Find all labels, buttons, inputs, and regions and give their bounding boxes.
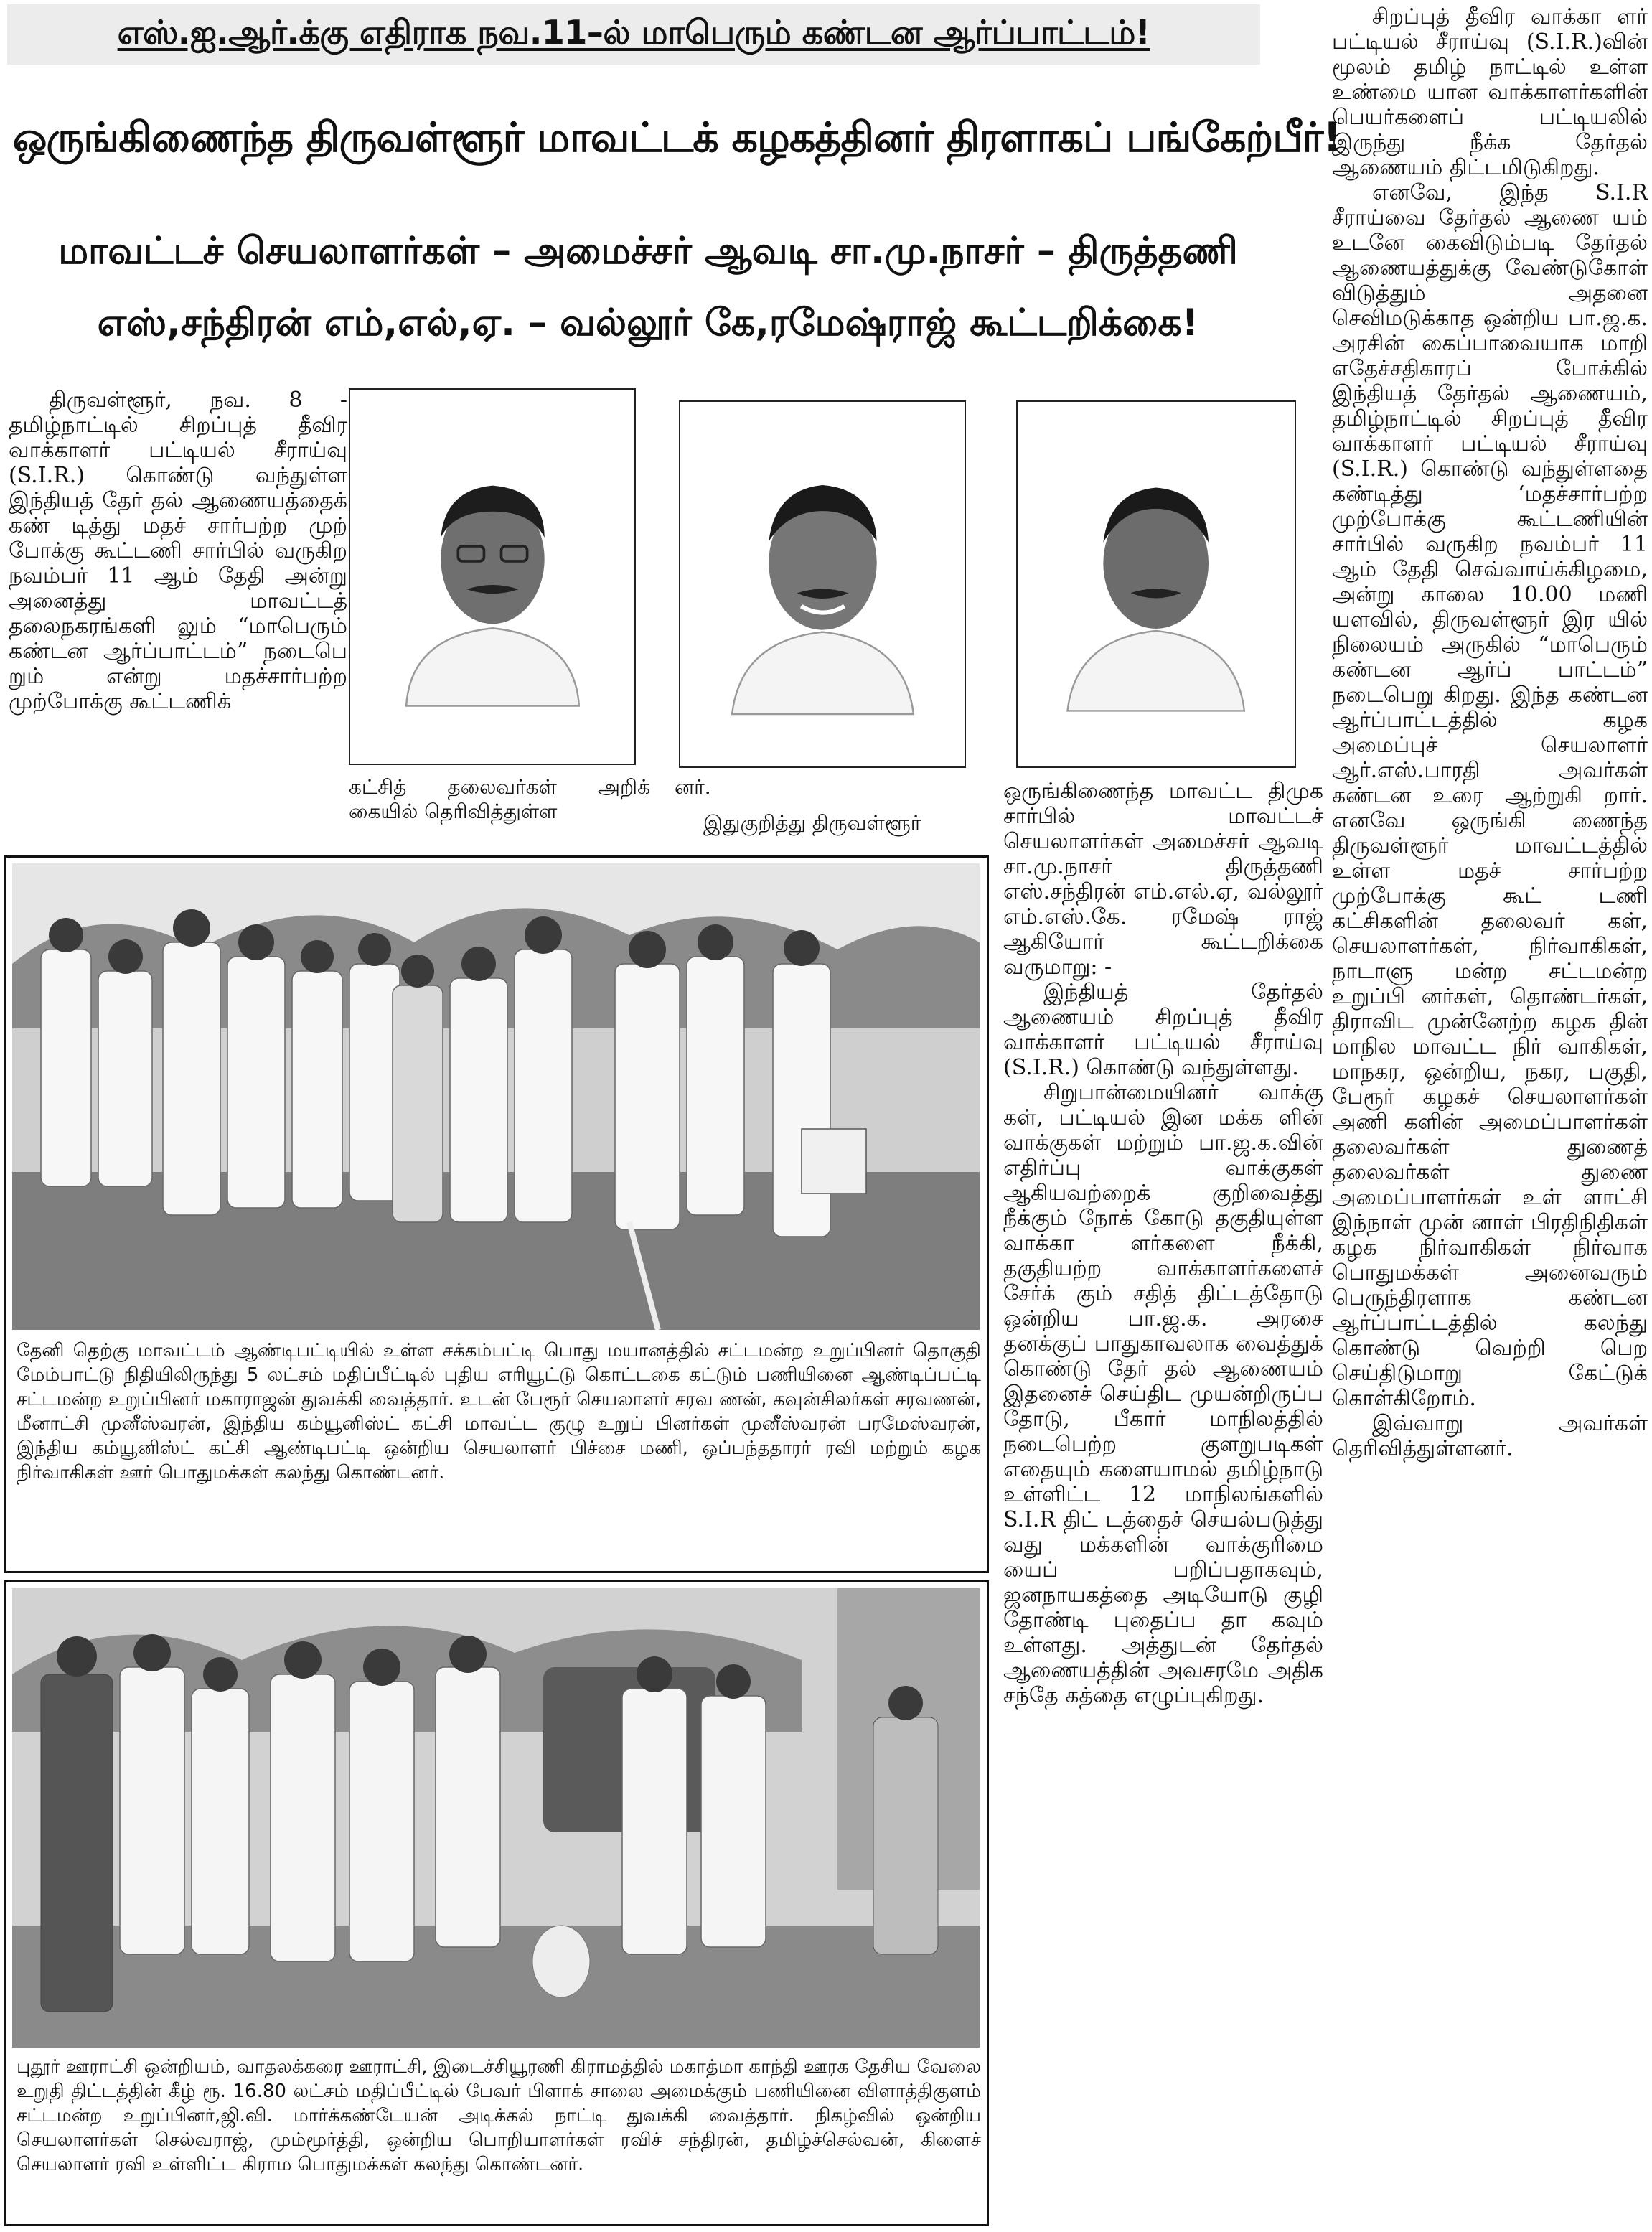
left-paragraph: திருவள்ளூர், நவ. 8 - தமிழ்நாட்டில் சிறப்புத் தீவிர வாக்காளர் பட்டியல் சீராய்வு (S.I.R.) கொண்டு வந்துள்ள இந்தியத் தேர் தல் ஆணையத்தைக் கண் டித்து மதச் சார்பற்ற முற் போக்கு கூட்டணி சார்பில் வருகிற நவம்பர் 11 ஆம் தேதி அன்று அனைத்து மாவட்டத் தலைநகரங்களி லும் “மாபெரும் கண்டன ஆர்ப்பாட்டம்” நடைபெ றும் என்று மதச்சார்பற்ற முற்போக்கு கூட்டணிக்	[9, 388, 347, 714]
group-photo-icon	[12, 1588, 980, 2048]
portrait-photo-3	[1016, 400, 1296, 768]
group-photo-icon	[12, 863, 980, 1330]
portrait-caption-1: கட்சித் தலைவர்கள் அறிக் கையில் தெரிவித்துள்ள	[349, 775, 650, 823]
middle-paragraph: ஒருங்கிணைந்த மாவட்ட திமுக சார்பில் மாவட்டச் செயலாளர்கள் அமைச்சர் ஆவடி சா.மு.நாசர் திருத்தணி எஸ்.சந்திரன் எம்.எல்.ஏ, வல்லூர் எம்.எஸ்.கே. ரமேஷ் ராஜ் ஆகியோர் கூட்டறிக்கை வருமாறு: -	[1003, 779, 1323, 980]
portrait-caption-3: இதுகுறித்து திருவள்ளூர்	[703, 811, 921, 835]
photo-box-2-caption: புதூர் ஊராட்சி ஒன்றியம், வாதலக்கரை ஊராட்சி, இடைச்சியூரணி கிராமத்தில் மகாத்மா காந்தி ஊரக தேசிய வேலை உறுதி திட்டத்தின் கீழ் ரூ. 16.80 லட்சம் மதிப்பீட்டில் பேவர் பிளாக் சாலை அமைக்கும் பணியினை விளாத்திகுளம் சட்டமன்ற உறுப்பினர்,ஜி.வி. மார்க்கண்டேயன் அடிக்கல் நாட்டி துவக்கி வைத்தார். நிகழ்வில் ஒன்றிய செயலாளர்கள் செல்வராஜ், மும்மூர்த்தி, ஒன்றிய பொறியாளர்கள் ரவிச் சந்திரன், தமிழ்ச்செல்வன், கிளைச் செயலாளர் ரவி உள்ளிட்ட கிராம பொதுமக்கள் கலந்து கொண்டனர்.	[17, 2056, 981, 2175]
portrait-photo-1	[349, 388, 636, 765]
portrait-figure-icon	[385, 416, 601, 737]
portrait-figure-icon	[1051, 428, 1261, 741]
right-paragraph: எனவே, இந்த S.I.R சீராய்வை தேர்தல் ஆணை யம் உடனே கைவிடும்படி தேர்தல் ஆணையத்துக்கு வேண்டுகோள் விடுத்தும் அதனை செவிமடுக்காத ஒன்றிய பா.ஜ.க. அரசின் கைப்பாவையாக மாறி எதேச்சதிகாரப் போக்கில் இந்தியத் தேர்தல் ஆணையம், தமிழ்நாட்டில் சிறப்புத் தீவிர வாக்காளர் பட்டியல் சீராய்வு (S.I.R.) கொண்டு வந்துள்ளதை கண்டித்து ‘மதச்சார்பற்ற முற்போக்கு கூட்டணியின் சார்பில் வருகிற நவம்பர் 11 ஆம் தேதி செவ்வாய்க்கிழமை, அன்று காலை 10.00 மணி யளவில், திருவள்ளூர் இர யில் நிலையம் அருகில் “மாபெரும் கண்டன ஆர்ப் பாட்டம்” நடைபெறு கிறது. இந்த கண்டன ஆர்ப்பாட்டத்தில் கழக அமைப்புச் செயலாளர் ஆர்.எஸ்.பாரதி அவர்கள் கண்டன உரை ஆற்றுகி றார். எனவே ஒருங்கி ணைந்த திருவள்ளூர் மாவட்டத்தில் உள்ள மதச் சார்பற்ற முற்போக்கு கூட் டணி கட்சிகளின் தலைவர் கள், செயலாளர்கள், நிர்வாகிகள், நாடாளு மன்ற சட்டமன்ற உறுப்பி னர்கள், தொண்டர்கள், திராவிட முன்னேற்ற கழக தின் மாநில மாவட்ட நிர் வாகிகள், மாநகர, ஒன்றிய, நகர, பகுதி, பேரூர் கழகச் செயலாளர்கள் அணி களின் அமைப்பாளர்கள் தலைவர்கள் துணைத் தலைவர்கள் துணை அமைப்பாளர்கள் உள் ளாட்சி இந்நாள் முன் னாள் பிரதிநிதிகள் கழக நிர்வாகிகள் நிர்வாக பொதுமக்கள் அனைவரும் பெருந்திரளாக கண்டன ஆர்ப்பாட்டத்தில் கலந்து கொண்டு வெற்றி பெற செய்திடுமாறு கேட்டுக் கொள்கிறோம்.	[1332, 180, 1648, 1411]
portrait-figure-icon	[715, 428, 931, 741]
kicker-banner: எஸ்.ஐ.ஆர்.க்கு எதிராக நவ.11–ல் மாபெரும் கண்டன ஆர்ப்பாட்டம்!	[7, 4, 1260, 65]
photo-box-1-caption: தேனி தெற்கு மாவட்டம் ஆண்டிபட்டியில் உள்ள சக்கம்பட்டி பொது மயானத்தில் சட்டமன்ற உறுப்பினர் தொகுதி மேம்பாட்டு நிதியிலிருந்து 5 லட்சம் மதிப்பீட்டில் புதிய எரியூட்டு கொட்டகை கட்டும் பணியினை ஆண்டிப்பட்டி சட்டமன்ற உறுப்பினர் மகாராஜன் துவக்கி வைத்தார். உடன் பேரூர் செயலாளர் சரவ ணன், கவுன்சிலர்கள் சரவணன், மீனாட்சி முனீஸ்வரன், இந்திய கம்யூனிஸ்ட் கட்சி மாவட்ட குழு உறுப் பினர்கள் முனீஸ்வரன் பரமேஸ்வரன், இந்திய கம்யூனிஸ்ட் கட்சி ஆண்டிபட்டி ஒன்றிய செயலாளர் பிச்சை மணி, ஒப்பந்ததாரர் ரவி மற்றும் கழக நிர்வாகிகள் ஊர் பொதுமக்கள் கலந்து கொண்டனர்.	[17, 1340, 981, 1483]
photo-box-1	[4, 855, 989, 1573]
middle-paragraph: சிறுபான்மையினர் வாக்கு கள், பட்டியல் இன மக்க ளின் வாக்குகள் மற்றும் பா.ஜ.க.வின் எதிர்ப்பு வாக்குகள் ஆகியவற்றைக் குறிவைத்து நீக்கும் நோக் கோடு தகுதியுள்ள வாக்கா ளர்களை நீக்கி, தகுதியற்ற வாக்காளர்களைச் சேர்க் கும் சதித் திட்டத்தோடு ஒன்றிய பா.ஜ.க. அரசை தனக்குப் பாதுகாவலாக வைத்துக் கொண்டு தேர் தல் ஆணையம் இதனைச் செய்திட முயன்றிருப்ப தோடு, பீகார் மாநிலத்தில் நடைபெற்ற குளறுபடிகள் எதையும் களையாமல் தமிழ்நாடு உள்ளிட்ட 12 மாநிலங்களில் S.I.R திட் டத்தைச் செயல்படுத்து வது மக்களின் வாக்குரிமை யைப் பறிப்பதாகவும், ஜனநாயகத்தை அடியோடு குழி தோண்டி புதைப்ப தா கவும் உள்ளது. அத்துடன் தேர்தல் ஆணையத்தின் அவசரமே அதிக சந்தே கத்தை எழுப்புகிறது.	[1003, 1080, 1323, 1708]
portrait-photo-2	[679, 400, 966, 768]
subhead-line-2: எஸ்,சந்திரன் எம்,எல்,ஏ. – வல்லூர் கே,ரமேஷ்ராஜ் கூட்டறிக்கை!	[97, 301, 1199, 344]
middle-paragraph: இந்தியத் தேர்தல் ஆணையம் சிறப்புத் தீவிர வாக்காளர் பட்டியல் சீராய்வு (S.I.R.) கொண்டு வந்துள்ளது.	[1003, 980, 1323, 1080]
group-photo-1	[12, 863, 980, 1330]
photo-box-2	[4, 1580, 989, 2226]
left-column	[9, 388, 347, 848]
right-paragraph: சிறப்புத் தீவிர வாக்கா ளர் பட்டியல் சீராய்வு (S.I.R.)வின் மூலம் தமிழ் நாட்டில் உள்ள உண்மை யான வாக்காளர்களின் பெயர்களைப் பட்டியலில் இருந்து நீக்க தேர்தல் ஆணையம் திட்டமிடுகிறது.	[1332, 4, 1648, 180]
middle-column	[1003, 779, 1323, 2228]
headline: ஒருங்கிணைந்த திருவள்ளூர் மாவட்டக் கழகத்தினர் திரளாகப் பங்கேற்பீர்!	[12, 114, 1341, 161]
right-column	[1332, 4, 1648, 2229]
subhead-line-1: மாவட்டச் செயலாளர்கள் – அமைச்சர் ஆவடி சா.மு.நாசர் – திருத்தணி	[58, 230, 1238, 273]
right-paragraph: இவ்வாறு அவர்கள் தெரிவித்துள்ளனர்.	[1332, 1411, 1648, 1461]
portrait-caption-2: னர்.	[675, 775, 711, 799]
group-photo-2	[12, 1588, 980, 2048]
